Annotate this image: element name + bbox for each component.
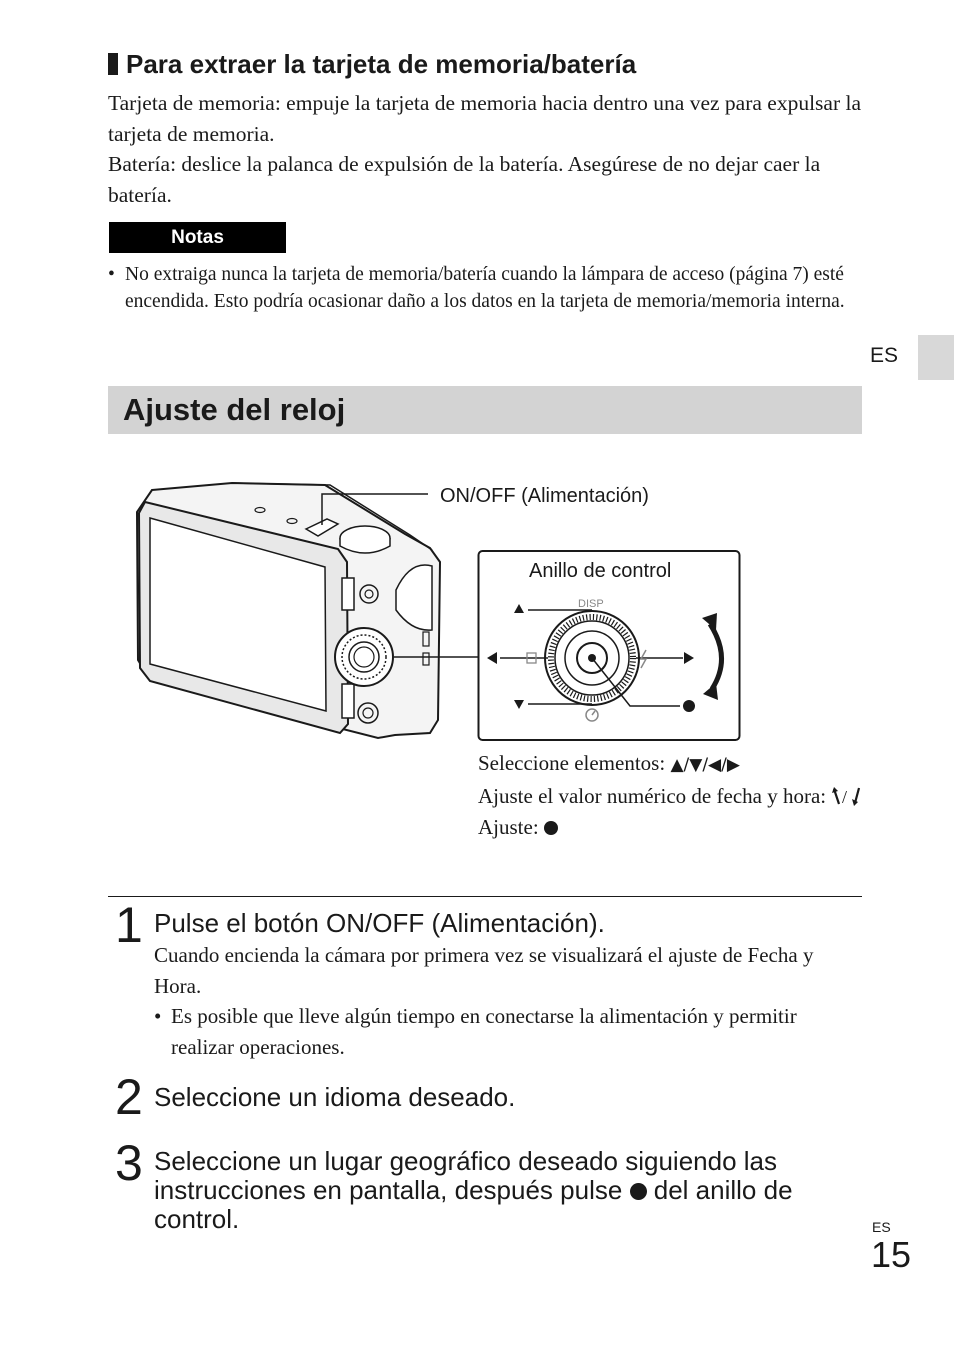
steps-divider [108,896,862,897]
step-2-number: 2 [115,1069,143,1125]
svg-text:/: / [842,786,848,807]
step-3-number: 3 [115,1135,143,1191]
memory-card-paragraph: Tarjeta de memoria: empuje la tarjeta de memoria hacia dentro una vez para expulsar la tarjeta de memoria. [108,91,862,146]
step-1-title: Pulse el botón ON/OFF (Alimentación). [154,908,605,938]
footer-language: ES [872,1219,891,1235]
power-button-label: ON/OFF (Alimentación) [440,485,649,507]
notes-label: Notas [109,222,286,253]
step-1-body: Cuando encienda la cámara por primera vez se visualizará el ajuste de Fecha y Hora. [154,943,814,998]
side-tab-label: ES [870,344,899,367]
camera-illustration-icon [137,483,440,738]
set-line: Ajuste: [478,812,868,843]
set-dot-icon [544,821,558,835]
select-items-line: Seleccione elementos: ▲/▼/◀/▶ [478,751,740,775]
battery-paragraph: Batería: deslice la palanca de expulsión de la batería. Asegúrese de no dejar caer la batería. [108,152,821,207]
control-ring-label: Anillo de control [529,560,672,582]
control-instructions [478,748,868,842]
step-1-bullet: • Es posible que lleve algún tiempo en conectarse la alimentación y permitir realizar operaciones. [154,1001,854,1062]
set-button-dot-icon [683,700,695,712]
rotate-ring-icon [831,785,863,807]
page-heading: Ajuste del reloj [123,392,346,427]
arrow-keys-icon: ▲/▼/◀/▶ [670,755,740,775]
step-2-title: Seleccione un idioma deseado. [154,1082,516,1112]
step-1-bullet-mark: • [154,1004,162,1028]
note-bullet: • [108,264,115,285]
step-3-title: Seleccione un lugar geográfico deseado siguiendo las instrucciones en pantalla, después pulse del anillo de control. [154,1146,793,1234]
adjust-value-line: Ajuste el valor numérico de fecha y hora: / [478,781,868,812]
step-1-number: 1 [115,897,143,953]
page-number: 15 [871,1234,912,1275]
set-button-icon [630,1183,647,1200]
note-item: • No extraiga nunca la tarjeta de memoria/batería cuando la lámpara de acceso (página 7) esté encendida. Esto podría ocasionar daño a los datos en la tarjeta de memoria/memoria interna. [108,261,885,315]
disp-label: DISP [578,598,604,610]
section-title: Para extraer la tarjeta de memoria/batería [108,49,636,80]
